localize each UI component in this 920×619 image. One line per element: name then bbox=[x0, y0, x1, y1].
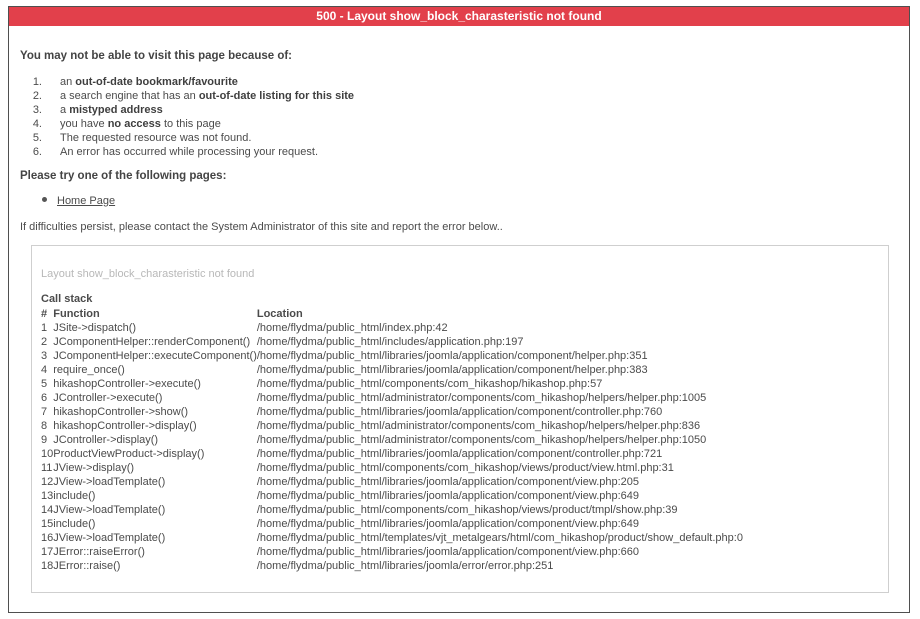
stack-location: /home/flydma/public_html/libraries/joomla/application/component/helper.php:351 bbox=[256, 350, 648, 362]
error-page-frame bbox=[8, 6, 910, 613]
stack-location: /home/flydma/public_html/libraries/joomla/application/component/controller.php:721 bbox=[256, 448, 663, 460]
stack-number: 9 bbox=[41, 434, 48, 446]
stack-number: 13 bbox=[41, 490, 54, 502]
stack-function: JView->loadTemplate() bbox=[53, 476, 166, 488]
bullet-icon bbox=[42, 197, 47, 202]
call-stack-row bbox=[41, 391, 743, 405]
stack-function: hikashopController->display() bbox=[53, 420, 197, 432]
reason-emphasis: out-of-date listing for this site bbox=[198, 90, 355, 102]
stack-number: 16 bbox=[41, 532, 54, 544]
reason-emphasis: out-of-date bookmark/favourite bbox=[75, 76, 238, 88]
stack-number: 8 bbox=[41, 420, 48, 432]
stack-function: include() bbox=[53, 518, 96, 530]
call-stack-row bbox=[41, 335, 743, 349]
reason-item bbox=[20, 103, 354, 117]
stack-location: /home/flydma/public_html/templates/vjt_metalgears/html/com_hikashop/product/show_default.php:0 bbox=[256, 532, 743, 544]
stack-number: 17 bbox=[41, 546, 54, 558]
call-stack-row bbox=[41, 489, 743, 503]
stack-function: JSite->dispatch() bbox=[53, 322, 137, 334]
stack-number: 1 bbox=[41, 322, 48, 334]
reason-number: 6. bbox=[32, 146, 42, 158]
reasons-list bbox=[20, 75, 354, 159]
stack-location: /home/flydma/public_html/libraries/joomla/application/component/view.php:649 bbox=[256, 518, 640, 530]
stack-number: 2 bbox=[41, 336, 48, 348]
call-stack-row bbox=[41, 475, 743, 489]
stack-location: /home/flydma/public_html/libraries/joomla/application/component/view.php:660 bbox=[256, 546, 640, 558]
stack-number: 5 bbox=[41, 378, 48, 390]
error-title-bar: 500 - Layout show_block_charasteristic not found bbox=[9, 7, 909, 26]
call-stack-row bbox=[41, 377, 743, 391]
stack-location: /home/flydma/public_html/libraries/joomla/application/component/view.php:649 bbox=[256, 490, 640, 502]
call-stack-row bbox=[41, 447, 743, 461]
reason-number: 5. bbox=[32, 132, 42, 144]
reason-text: you have bbox=[60, 118, 108, 130]
reason-number: 2. bbox=[32, 90, 42, 102]
stack-number: 3 bbox=[41, 350, 48, 362]
call-stack-row bbox=[41, 321, 743, 335]
reason-item bbox=[20, 145, 354, 159]
stack-number: 18 bbox=[41, 560, 54, 572]
reason-item bbox=[20, 131, 354, 145]
stack-function: JController->display() bbox=[53, 434, 159, 446]
reason-text: a bbox=[60, 104, 70, 116]
reason-number: 4. bbox=[32, 118, 42, 130]
call-stack-row bbox=[41, 363, 743, 377]
reason-item bbox=[20, 75, 354, 89]
column-header-function: Function bbox=[53, 308, 100, 320]
reason-text: The requested resource was not found. bbox=[60, 132, 252, 144]
call-stack-title: Call stack bbox=[41, 293, 93, 305]
stack-location: /home/flydma/public_html/administrator/components/com_hikashop/helpers/helper.php:1050 bbox=[256, 434, 707, 446]
column-header-number: # bbox=[41, 308, 48, 320]
call-stack-row bbox=[41, 517, 743, 531]
stack-location: /home/flydma/public_html/components/com_hikashop/views/product/tmpl/show.php:39 bbox=[256, 504, 678, 516]
reason-text: a search engine that has an bbox=[60, 90, 199, 102]
call-stack-row bbox=[41, 503, 743, 517]
stack-number: 12 bbox=[41, 476, 54, 488]
stack-location: /home/flydma/public_html/components/com_hikashop/hikashop.php:57 bbox=[256, 378, 603, 390]
call-stack-table bbox=[41, 307, 743, 573]
error-message: Layout show_block_charasteristic not found bbox=[41, 268, 255, 280]
stack-location: /home/flydma/public_html/administrator/components/com_hikashop/helpers/helper.php:1005 bbox=[256, 392, 707, 404]
call-stack-row bbox=[41, 559, 743, 573]
column-header-location: Location bbox=[256, 308, 303, 320]
pages-list bbox=[42, 195, 115, 207]
reason-number: 1. bbox=[32, 76, 42, 88]
stack-number: 7 bbox=[41, 406, 48, 418]
reason-number: 3. bbox=[32, 104, 42, 116]
stack-function: JComponentHelper::renderComponent() bbox=[53, 336, 251, 348]
reason-item bbox=[20, 89, 354, 103]
stack-function: JError::raise() bbox=[53, 560, 121, 572]
stack-function: require_once() bbox=[53, 364, 125, 376]
call-stack-row bbox=[41, 461, 743, 475]
call-stack-body bbox=[41, 321, 743, 573]
error-details-box bbox=[31, 245, 889, 593]
stack-function: hikashopController->execute() bbox=[53, 378, 201, 390]
call-stack-header-row bbox=[41, 307, 743, 321]
stack-function: ProductViewProduct->display() bbox=[53, 448, 205, 460]
stack-number: 15 bbox=[41, 518, 54, 530]
call-stack-row bbox=[41, 349, 743, 363]
reason-text: an bbox=[60, 76, 76, 88]
call-stack-row bbox=[41, 433, 743, 447]
stack-function: JView->loadTemplate() bbox=[53, 504, 166, 516]
stack-location: /home/flydma/public_html/libraries/joomla/application/component/helper.php:383 bbox=[256, 364, 648, 376]
stack-number: 11 bbox=[41, 462, 53, 474]
stack-number: 6 bbox=[41, 392, 48, 404]
call-stack-row bbox=[41, 405, 743, 419]
stack-function: JView->loadTemplate() bbox=[53, 532, 166, 544]
stack-location: /home/flydma/public_html/includes/application.php:197 bbox=[256, 336, 524, 348]
stack-location: /home/flydma/public_html/libraries/joomla/application/component/view.php:205 bbox=[256, 476, 640, 488]
reason-item bbox=[20, 117, 354, 131]
stack-location: /home/flydma/public_html/libraries/joomla/application/component/controller.php:760 bbox=[256, 406, 663, 418]
call-stack-row bbox=[41, 545, 743, 559]
reasons-heading: You may not be able to visit this page because of: bbox=[20, 50, 293, 62]
call-stack-row bbox=[41, 419, 743, 433]
reason-emphasis: mistyped address bbox=[69, 104, 163, 116]
stack-location: /home/flydma/public_html/libraries/joomla/error/error.php:251 bbox=[256, 560, 554, 572]
stack-number: 10 bbox=[41, 448, 54, 460]
call-stack-row bbox=[41, 531, 743, 545]
stack-function: JComponentHelper::executeComponent() bbox=[53, 350, 257, 362]
reason-text: An error has occurred while processing your request. bbox=[60, 146, 319, 158]
reason-text-suffix: to this page bbox=[160, 118, 221, 130]
stack-location: /home/flydma/public_html/administrator/components/com_hikashop/helpers/helper.php:836 bbox=[256, 420, 701, 432]
stack-number: 14 bbox=[41, 504, 54, 516]
persist-message: If difficulties persist, please contact the System Administrator of this site and report the error below.. bbox=[20, 221, 503, 233]
reason-emphasis: no access bbox=[107, 118, 161, 130]
stack-location: /home/flydma/public_html/index.php:42 bbox=[256, 322, 448, 334]
stack-function: include() bbox=[53, 490, 96, 502]
stack-location: /home/flydma/public_html/components/com_hikashop/views/product/view.html.php:31 bbox=[256, 462, 674, 474]
stack-function: hikashopController->show() bbox=[53, 406, 189, 418]
stack-function: JError::raiseError() bbox=[53, 546, 145, 558]
stack-number: 4 bbox=[41, 364, 48, 376]
stack-function: JController->execute() bbox=[53, 392, 163, 404]
home-page-link[interactable]: Home Page bbox=[57, 195, 116, 207]
stack-function: JView->display() bbox=[53, 462, 135, 474]
pages-heading: Please try one of the following pages: bbox=[20, 170, 227, 182]
